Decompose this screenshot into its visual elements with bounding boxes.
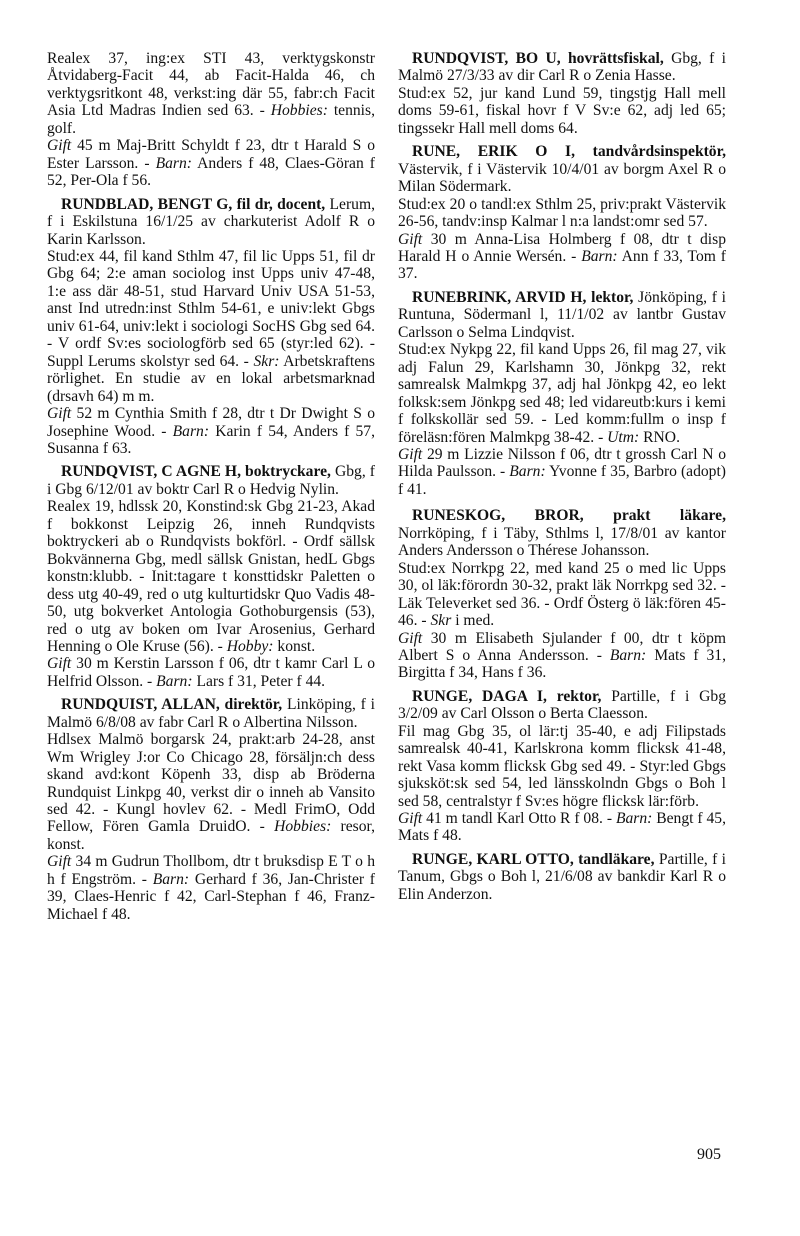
hobbies-label: Hobbies: (270, 102, 328, 120)
utm-label: Utm: (607, 428, 640, 446)
entry-rundblad (47, 196, 375, 458)
entry-rune (398, 143, 726, 283)
barn-text: Karin f 54, Anders f 57, Susanna f 63. (47, 422, 375, 457)
entry-rundqvist-bo (398, 50, 726, 137)
hobby-text: konst. (277, 637, 316, 655)
barn-label: Barn: (509, 463, 546, 481)
entry-intro: Lerum, f i Eskilstuna 16/1/25 av charkuterist Adolf R o Karin Karlsson. (47, 195, 375, 248)
skr-label: Skr (430, 612, 452, 630)
skr-text: i med. (455, 612, 495, 630)
gift-label: Gift (398, 445, 423, 463)
skr-text: Arbetskraftens rörlighet. En studie av en lokal arbetsmarknad (drsavh 64) m m. (47, 352, 375, 405)
entry-intro: Partille, f i Gbg 3/2/09 av Carl Olsson o Berta Claesson. (398, 687, 726, 723)
barn-text: Yvonne f 35, Barbro (adopt) f 41. (398, 463, 727, 498)
hobbies-text: resor, konst. (47, 818, 375, 853)
gift-text: 29 m Lizzie Nilsson f 06, dtr t grossh Carl N o Hilda Paulsson. - (398, 445, 726, 481)
right-column (398, 50, 726, 903)
entry-rundquist-allan (47, 696, 375, 923)
entry-runeskog (398, 507, 726, 682)
gift-label: Gift (47, 137, 72, 155)
gift-text: 30 m Elisabeth Sjulander f 00, dtr t köpm Albert S o Anna Andersson. - (398, 629, 726, 664)
gift-text: 30 m Kerstin Larsson f 06, dtr t kamr Carl L o Helfrid Olsson. - (47, 655, 375, 690)
entry-career: Stud:ex Norrkpg 22, med kand 25 o med lic Upps 30, ol läk:förordn 30-32, prakt läk Norrkpg sed 32. - Läk Televerket sed 36. - Ordf Österg ö läk:fören 45-46. - (398, 559, 726, 630)
entry-intro: Gbg, f i Malmö 27/3/33 av dir Carl R o Zenia Hasse. (398, 50, 726, 85)
barn-label: Barn: (609, 646, 647, 664)
gift-text: 45 m Maj-Britt Schyldt f 23, dtr t Harald S o Ester Larsson. - (47, 137, 375, 172)
entry-heading: RUNDQVIST, C AGNE H, boktryckare, (61, 463, 331, 481)
left-column (47, 50, 375, 923)
entry-heading: RUNE, ERIK O I, tandvårdsinspektör, (412, 143, 726, 161)
barn-text: Lars f 31, Peter f 44. (196, 672, 326, 690)
page-number: 905 (697, 1146, 721, 1163)
entry-career: Fil mag Gbg 35, ol lär:tj 35-40, e adj Filipstads samrealsk 40-41, Karlskrona komm flicksk 41-48, rekt Vasa komm flicksk Gbg sed 49. - Styr:led Gbgs sjuksköt:sk sed 54, led länsskolndn Gbgs o Boh l sed 58, centralstyr f Sv:es högre flicksk lär:förb. (398, 722, 726, 810)
hobbies-label: Hobbies: (274, 818, 332, 836)
gift-text: 34 m Gudrun Thollbom, dtr t bruksdisp E T o h h f Engström. - (47, 853, 375, 888)
entry-runebrink (398, 289, 726, 498)
entry-career: Stud:ex 52, jur kand Lund 59, tingstjg Hall mell doms 59-61, fiskal hovr f V Sv:e 62, adj led 65; tingssekr Hall mell doms 64. (398, 84, 726, 137)
barn-label: Barn: (156, 672, 193, 690)
entry-career: Stud:ex 20 o tandl:ex Sthlm 25, priv:prakt Västervik 26-56, tandv:insp Kalmar l n:a landst:omr sed 57. (398, 195, 726, 231)
hobbies-text: tennis, golf. (47, 102, 375, 137)
entry-continued (47, 50, 375, 190)
entry-intro: Västervik, f i Västervik 10/4/01 av borgm Axel R o Milan Södermark. (398, 160, 726, 196)
gift-label: Gift (398, 810, 423, 828)
entry-runge-daga (398, 688, 726, 845)
barn-text: Anders f 48, Claes-Göran f 52, Per-Ola f 56. (47, 154, 375, 190)
entry-intro: Norrköping, f i Täby, Sthlms l, 17/8/01 av kantor Anders Andersson o Thérese Johansson. (398, 524, 726, 560)
entry-heading: RUNDQVIST, BO U, hovrättsfiskal, (412, 50, 664, 67)
entry-heading: RUNEBRINK, ARVID H, lektor, (412, 288, 634, 306)
entry-career: Realex 19, hdlssk 20, Konstind:sk Gbg 21-23, Akad f bokkonst Leipzig 26, inneh Rundqvists boktryckeri ab o Rundqvists bokförl. - Ordf sällsk Bokvännerna Gbg, medl sällsk Gnistan, hedL Gbgs konstn:klubb. - Init:tagare t konsttidskr Paletten o dess utg 40-49, red o utg kulturtidskr Quo Vadis 48-50, utg bokverket Antologia Gothoburgensis (53), red o utg av boken om Ivar Arosenius, Gerhard Henning o Ole Kruse (56). - (47, 498, 375, 655)
entry-career: Realex 37, ing:ex STI 43, verktygskonstr Åtvidaberg-Facit 44, ab Facit-Halda 46, ch verktygsritkont 48, verkst:ing där 55, fabr:ch Facit Asia Ltd Madras Indien sed 63. - (47, 50, 375, 120)
entry-heading: RUNDQUIST, ALLAN, direktör, (61, 696, 283, 714)
entry-career: Hdlsex Malmö borgarsk 24, prakt:arb 24-28, anst Wm Wrigley J:or Co Chicago 28, försäljn:ch dess skand avd:kont Köpenh 33, disp ab Bröderna Rundquist Linkpg 40, verkst dir o inneh ab Vansito sed 42. - Kungl hovlev 62. - Medl FrimO, Odd Fellow, Fören Gamla DruidO. - (47, 731, 375, 836)
barn-text: Mats f 31, Birgitta f 34, Hans f 36. (398, 646, 726, 682)
gift-text: 52 m Cynthia Smith f 28, dtr t Dr Dwight S o Josephine Wood. - (47, 405, 375, 440)
gift-label: Gift (398, 230, 423, 248)
barn-label: Barn: (152, 870, 190, 888)
barn-text: Gerhard f 36, Jan-Christer f 39, Claes-Henric f 42, Carl-Stephan f 46, Franz-Michael f 48. (47, 870, 375, 923)
gift-label: Gift (47, 405, 72, 423)
utm-text: RNO. (643, 428, 680, 446)
entry-career: Stud:ex 44, fil kand Sthlm 47, fil lic Upps 51, fil dr Gbg 64; 2:e aman sociolog inst Upps univ 47-48, 1:e ass där 48-51, stud Harvard Univ USA 51-53, anst Ind utredn:inst Sthlm 54-61, e univ:lekt Gbgs univ 61-64, univ:lekt i sociologi SocHS Gbg sed 64. - V ordf Sv:es sociologförb sed 65 (styr:led 62). - Suppl Lerums skolstyr sed 64. - (47, 247, 375, 370)
gift-label: Gift (47, 853, 72, 871)
skr-label: Skr: (253, 352, 280, 370)
barn-text: Ann f 33, Tom f 37. (398, 247, 726, 283)
gift-text: 41 m tandl Karl Otto R f 08. - (426, 810, 613, 828)
entry-intro: Gbg, f i Gbg 6/12/01 av boktr Carl R o Hedvig Nylin. (47, 463, 375, 498)
entry-heading: RUNESKOG, BROR, prakt läkare, (412, 507, 726, 525)
hobby-label: Hobby: (226, 637, 274, 655)
entry-heading: RUNGE, KARL OTTO, tandläkare, (412, 850, 655, 868)
barn-label: Barn: (172, 422, 210, 440)
entry-career: Stud:ex Nykpg 22, fil kand Upps 26, fil mag 27, vik adj Falun 29, Karlshamn 30, Jönkpg 32, rekt samrealsk Malmkpg 37, adj hal Jönkpg 42, eo lekt folksk:sem Jönkpg sed 48; led vidareutb:kurs i kemi f folkskollär sed 59. - Led komm:fullm o insp f föreläsn:fören Malmkpg 38-42. - (398, 341, 726, 446)
entry-intro: Linköping, f i Malmö 6/8/08 av fabr Carl R o Albertina Nilsson. (47, 696, 375, 731)
gift-text: 30 m Anna-Lisa Holmberg f 08, dtr t disp Harald H o Annie Wersén. - (398, 230, 726, 265)
barn-text: Bengt f 45, Mats f 48. (398, 810, 726, 845)
entry-runge-karl-otto (398, 851, 726, 903)
entry-heading: RUNDBLAD, BENGT G, fil dr, docent, (61, 195, 326, 213)
barn-label: Barn: (615, 810, 653, 828)
entry-rundqvist-c-agne (47, 463, 375, 690)
barn-label: Barn: (581, 247, 618, 265)
barn-label: Barn: (155, 154, 192, 172)
entry-intro: Jönköping, f i Runtuna, Södermanl l, 11/1/02 av lantbr Gustav Carlsson o Selma Lindqvist. (398, 288, 727, 341)
gift-label: Gift (47, 655, 72, 673)
gift-label: Gift (398, 629, 423, 647)
entry-intro: Partille, f i Tanum, Gbgs o Boh l, 21/6/08 av bankdir Karl R o Elin Anderzon. (398, 850, 726, 903)
entry-heading: RUNGE, DAGA I, rektor, (412, 687, 602, 705)
